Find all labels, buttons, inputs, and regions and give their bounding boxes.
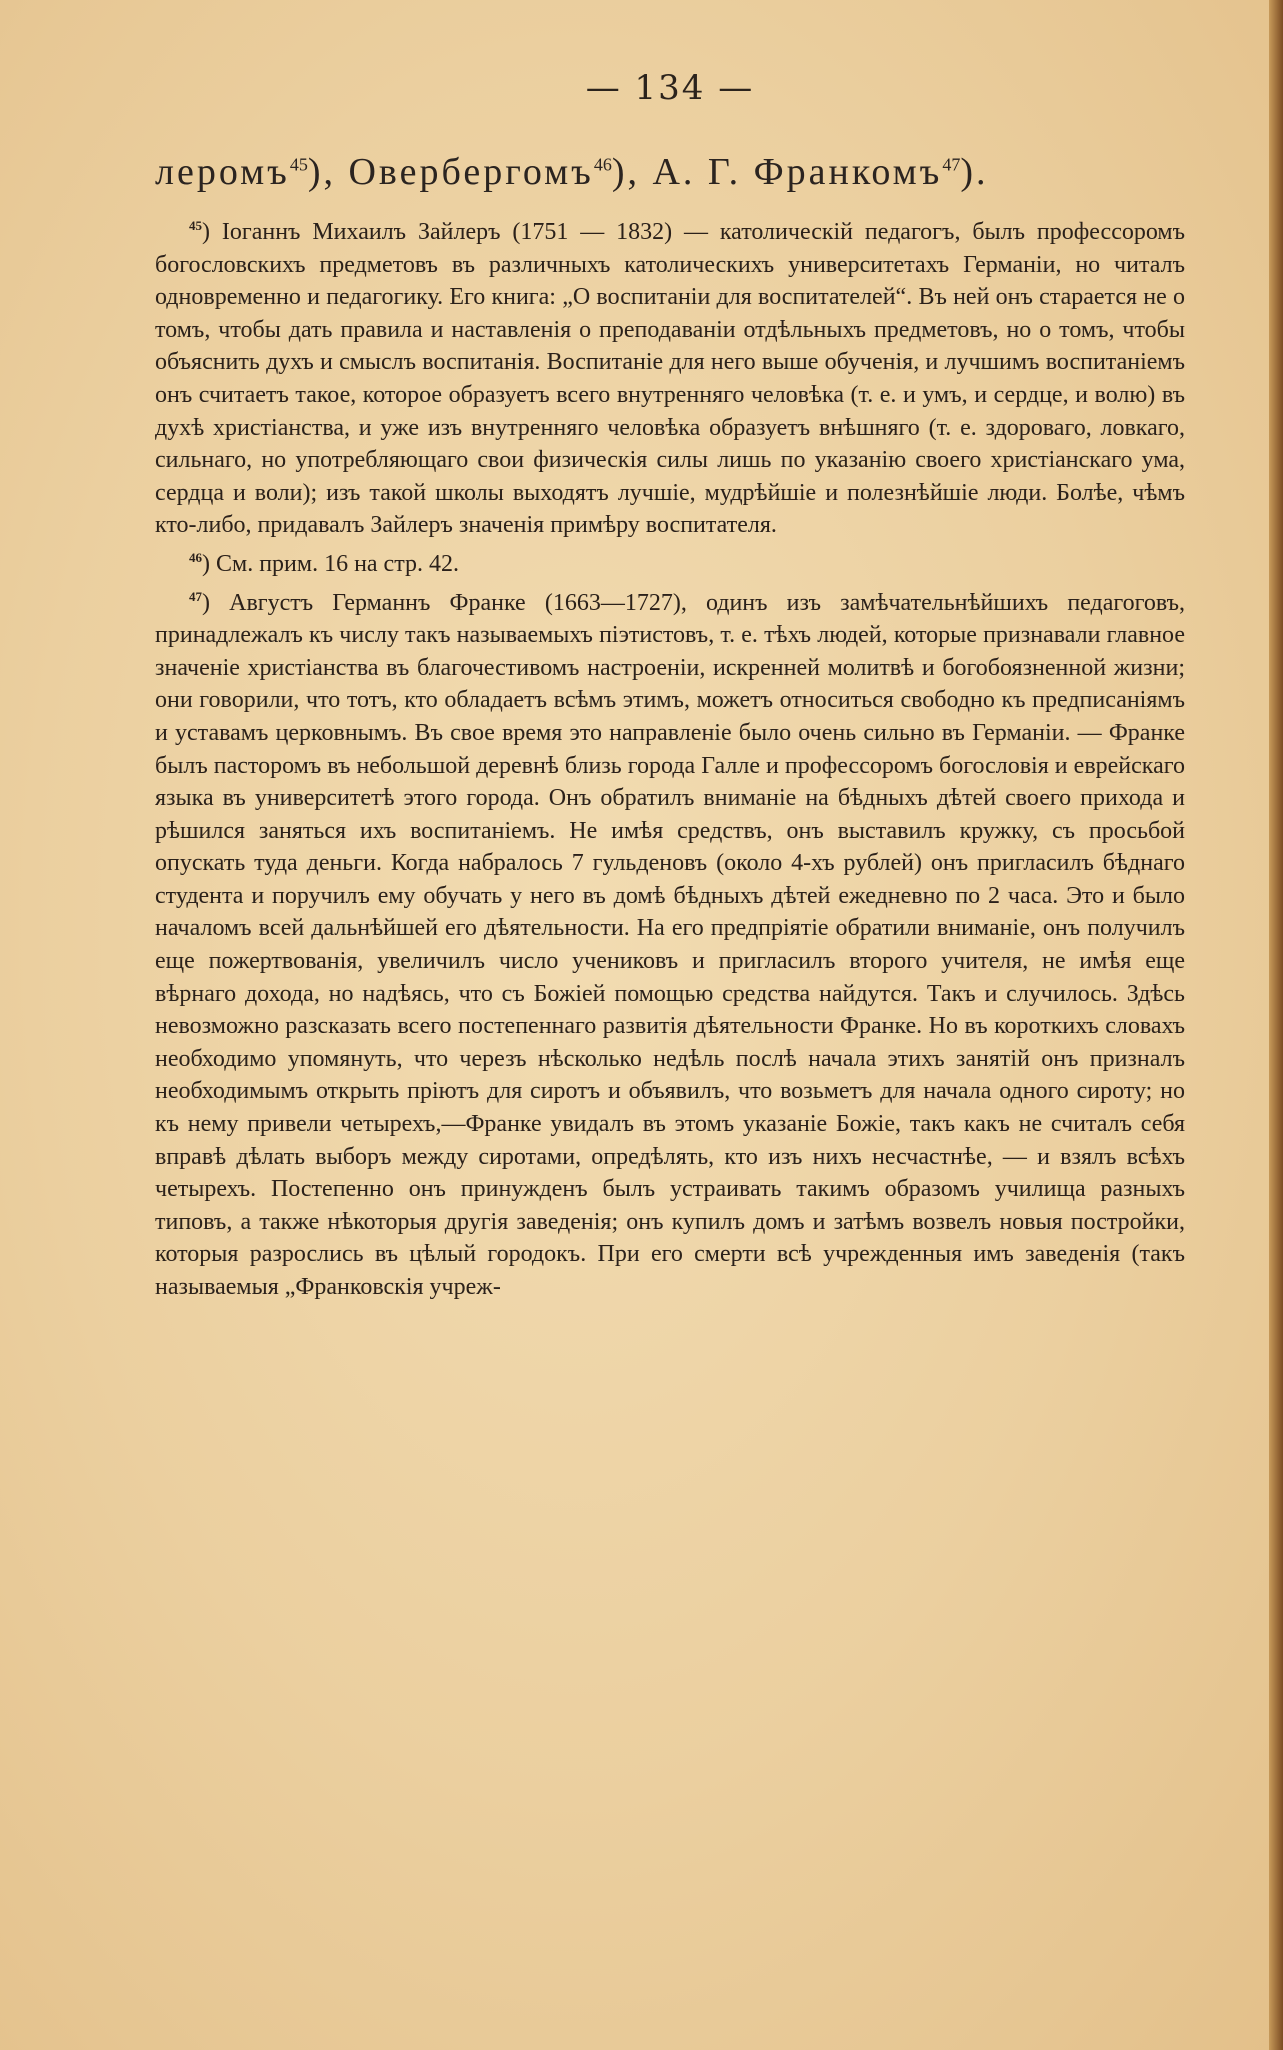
continued-text-line [155, 150, 1185, 194]
heading-part-4: ). [960, 151, 989, 193]
footnote-marker-45: 45 [189, 218, 202, 233]
heading-part-3: ), А. Г. Франкомъ [611, 151, 943, 193]
footnote-marker-47: 47 [189, 588, 202, 604]
footnote-marker-46: 46 [189, 549, 202, 565]
page-content [155, 68, 1185, 1304]
footnote-ref-46: 46 [593, 154, 612, 175]
footnote-text-46: ) См. прим. 16 на стр. 42. [202, 550, 459, 577]
page-number: — 134 — [585, 68, 755, 108]
footnote-text-47: ) Августъ Германнъ Франке (1663—1727), одинъ изъ замѣчательнѣйшихъ педагоговъ, принадлежалъ къ числу такъ называемыхъ піэтистовъ, т. е. тѣхъ людей, которые признавали главное значеніе христіанства въ благочестивомъ настроеніи, искренней молитвѣ и богобоязненной жизни; они говорили, что тотъ, кто обладаетъ всѣмъ этимъ, можетъ относиться свободно къ предписаніямъ и уставамъ церковнымъ. Въ свое время это направленіе было очень сильно въ Германіи. — Франке былъ пасторомъ въ небольшой деревнѣ близь города Галле и профессоромъ богословія и еврейскаго языка въ университетѣ этого города. Онъ обратилъ вниманіе на бѣдныхъ дѣтей своего прихода и рѣшился заняться ихъ воспитаніемъ. Не имѣя средствъ, онъ выставилъ кружку, съ просьбой опускать туда деньги. Когда набралось 7 гульденовъ (около 4-хъ рублей) онъ пригласилъ бѣднаго студента и поручилъ ему обучать у него въ домѣ бѣдныхъ дѣтей ежедневно по 2 часа. Это и было началомъ всей дальнѣйшей его дѣятельности. На его предпріятіе обратили вниманіе, онъ получилъ еще пожертвованія, увеличилъ число учениковъ и пригласилъ второго учителя, не имѣя еще вѣрнаго дохода, но надѣясь, что съ Божіей помощью средства найдутся. Такъ и случилось. Здѣсь невозможно разсказать всего постепеннаго развитія дѣятельности Франке. Но въ короткихъ словахъ необходимо упомянуть, что черезъ нѣсколько недѣль послѣ начала этихъ занятій онъ призналъ необходимымъ открыть пріютъ для сиротъ и объявилъ, что возьметъ для начала одного сироту; но къ нему привели четырехъ,—Франке увидалъ въ этомъ указаніе Божіе, такъ какъ не считалъ себя вправѣ дѣлать выборъ между сиротами, опредѣлять, кто изъ нихъ несчастнѣе, — и взялъ всѣхъ четырехъ. Постепенно онъ принужденъ былъ устраивать такимъ образомъ училища разныхъ типовъ, а также нѣкоторыя другія заведенія; онъ купилъ домъ и затѣмъ возвелъ новыя постройки, которыя разрослись въ цѣлый городокъ. При его смерти всѣ учрежденныя имъ заведенія (такъ называемыя „Франковскія учреж- [155, 589, 1185, 1300]
footnote-46 [155, 542, 1185, 581]
footnote-47 [155, 581, 1185, 1304]
footnote-text-45: ) Іоганнъ Михаилъ Зайлеръ (1751 — 1832) — католическій педагогъ, былъ профессоромъ богословскихъ предметовъ въ различныхъ католическихъ университетахъ Германіи, но читалъ одновременно и педагогику. Его книга: „О воспитаніи для воспитателей“. Въ ней онъ старается не о томъ, чтобы дать правила и наставленія о преподаваніи отдѣльныхъ предметовъ, но о томъ, чтобы объяснить духъ и смыслъ воспитанія. Воспитаніе для него выше обученія, и лучшимъ воспитаніемъ онъ считаетъ такое, которое образуетъ всего внутренняго человѣка (т. е. и умъ, и сердце, и волю) въ духѣ христіанства, и уже изъ внутренняго человѣка образуетъ внѣшняго (т. е. здороваго, ловкаго, сильнаго, но употребляющаго свои физическія силы лишь по указанію своего христіанскаго ума, сердца и воли); изъ такой школы выходятъ лучшіе, мудрѣйшіе и полезнѣйшіе люди. Болѣе, чѣмъ кто-либо, придавалъ Зайлеръ значенія примѣру воспитателя. [155, 219, 1185, 539]
page-edge-shadow [1269, 0, 1283, 2050]
heading-part-2: ), Овербергомъ [307, 151, 594, 193]
heading-part-1: леромъ [155, 151, 290, 193]
footnote-45 [155, 210, 1185, 542]
footnote-ref-45: 45 [289, 154, 308, 175]
footnote-ref-47: 47 [942, 154, 961, 175]
